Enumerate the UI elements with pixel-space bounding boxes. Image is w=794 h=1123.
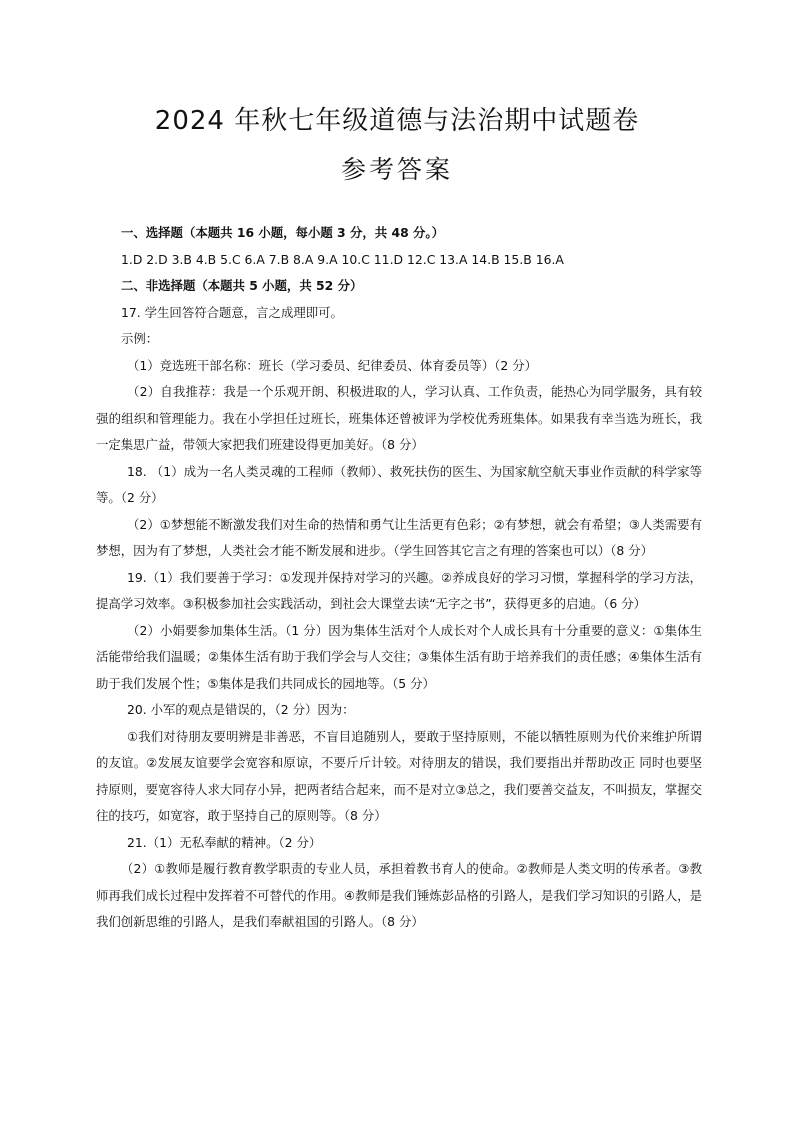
- section1-heading: 一、选择题（本题共 16 小题，每小题 3 分，共 48 分。）: [121, 225, 444, 240]
- q18-part1: 18. （1）成为一名人类灵魂的工程师（教师）、救死扶伤的医生、为国家航空航天事业作贡献的科学家等等。（2 分）: [96, 463, 702, 505]
- section1-answers: 1.D 2.D 3.B 4.B 5.C 6.A 7.B 8.A 9.A 10.C 11.D 12.C 13.A 14.B 15.B 16.A: [121, 251, 564, 267]
- section2-heading: 二、非选择题（本题共 5 小题，共 52 分）: [121, 278, 363, 293]
- q17-intro: 17. 学生回答符合题意，言之成理即可。: [121, 304, 343, 320]
- q17-part1: （1）竞选班干部名称：班长（学习委员、纪律委员、体育委员等）（2 分）: [127, 357, 538, 373]
- q18-part2: （2）①梦想能不断激发我们对生命的热情和勇气让生活更有色彩；②有梦想，就会有希望；③人类需要有梦想，因为有了梦想，人类社会才能不断发展和进步。（学生回答其它言之有理的答案也可以）（8 分）: [96, 516, 702, 558]
- q17-example-label: 示例：: [121, 331, 159, 346]
- q21-part2: （2）①教师是履行教育教学职责的专业人员，承担着教书育人的使命。②教师是人类文明的传承者。③教师再我们成长过程中发挥着不可替代的作用。④教师是我们锤炼彭品格的引路人，是我们学习知识的引路人，是我们创新思维的引路人，是我们奉献祖国的引路人。（8 分）: [96, 861, 702, 929]
- q19-part1: 19.（1）我们要善于学习：①发现并保持对学习的兴趣。②养成良好的学习习惯，掌握科学的学习方法，提高学习效率。③积极参加社会实践活动，到社会大课堂去读“无字之书”，获得更多的启迪。（6 分）: [96, 569, 702, 611]
- q20-intro: 20. 小军的观点是错误的，（2 分）因为：: [127, 702, 355, 717]
- q21-part1: 21.（1）无私奉献的精神。（2 分）: [127, 834, 322, 850]
- answer-content: [96, 220, 702, 936]
- q19-part2: （2）小娟要参加集体生活。（1 分）因为集体生活对个人成长对个人成长具有十分重要的意义：①集体生活能带给我们温暖；②集体生活有助于我们学会与人交往；③集体生活有助于培养我们的责任感；④集体生活有助于我们发展个性；⑤集体是我们共同成长的园地等。（5 分）: [96, 622, 702, 691]
- q17-part2: （2）自我推荐：我是一个乐观开朗、积极进取的人，学习认真、工作负责，能热心为同学服务，具有较强的组织和管理能力。我在小学担任过班长，班集体还曾被评为学校优秀班集体。如果我有幸当选为班长，我一定集思广益，带领大家把我们班建设得更加美好。（8 分）: [96, 384, 702, 452]
- page-title: 2024 年秋七年级道德与法治期中试题卷: [154, 106, 640, 136]
- q20-body: ①我们对待朋友要明辨是非善恶，不盲目追随别人，要敢于坚持原则，不能以牺牲原则为代价来维护所谓的友谊。②发展友谊要学会宽容和原谅，不要斤斤计较。对待朋友的错误，我们要指出并帮助改正 同时也要坚持原则，要宽容待人求大同存小异，把两者结合起来，而不是对立③总之，我们要善交益友，不叫损友，掌握交往的技巧，如宽容，敢于坚持自己的原则等。（8 分）: [96, 728, 702, 823]
- page-subtitle: 参考答案: [340, 155, 453, 184]
